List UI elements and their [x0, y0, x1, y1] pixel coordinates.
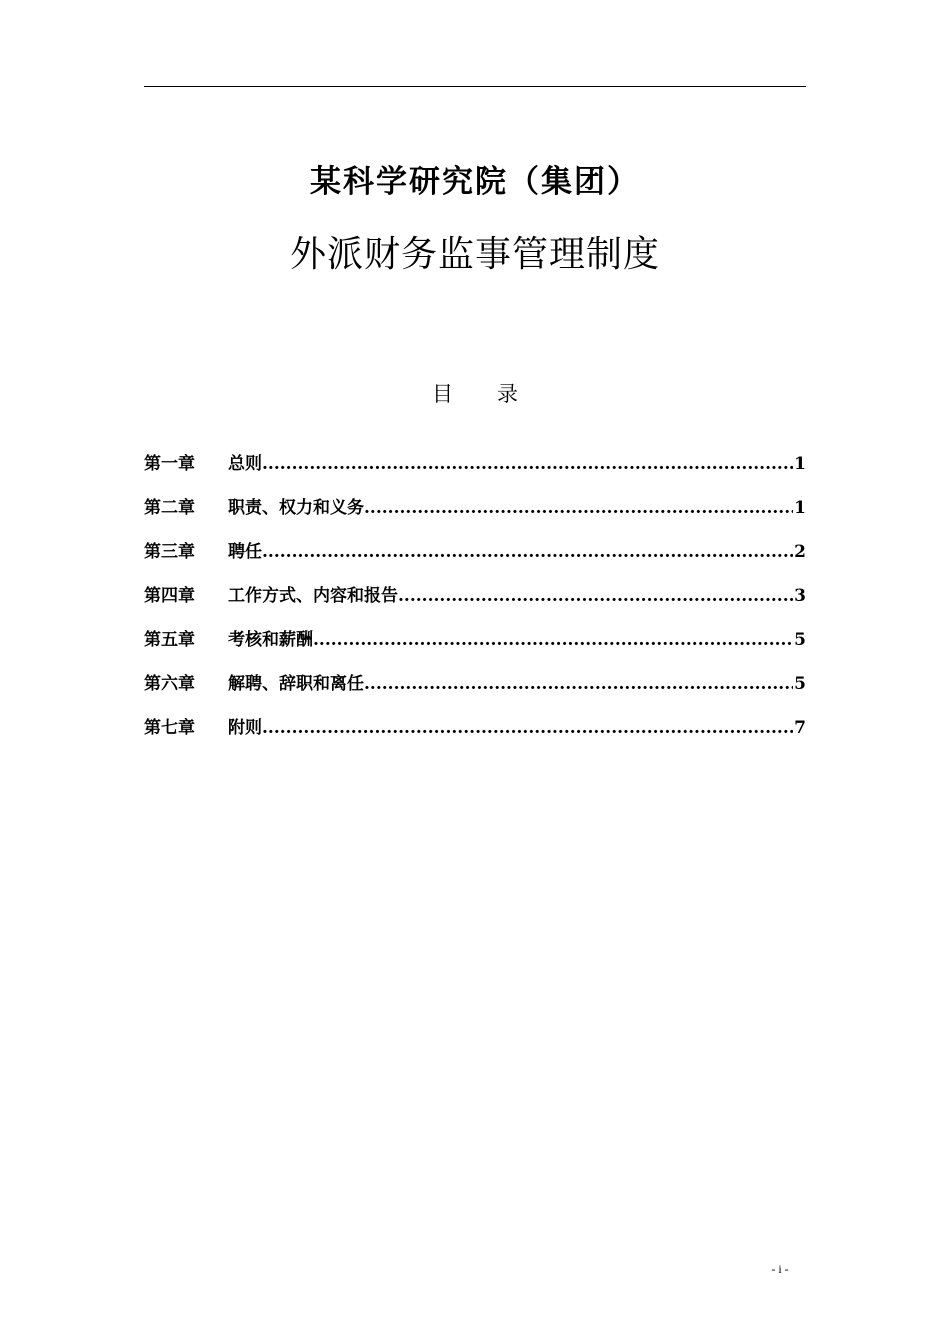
toc-page-number: 5: [794, 630, 806, 650]
toc-chapter: 第五章: [144, 630, 195, 650]
organization-title: 某科学研究院（集团）: [310, 164, 640, 200]
document-title: 外派财务监事管理制度: [289, 234, 660, 275]
toc-leader-dots: [398, 586, 793, 606]
toc-chapter: 第六章: [144, 674, 195, 694]
toc-entry[interactable]: [144, 493, 806, 537]
toc-entry[interactable]: [144, 537, 806, 581]
toc-page-number: 7: [794, 718, 806, 738]
toc-title: 考核和薪酬: [228, 630, 313, 650]
toc-page-number: 5: [794, 674, 806, 694]
toc-chapter: 第四章: [144, 586, 195, 606]
toc-chapter: 第二章: [144, 498, 195, 518]
toc-entry[interactable]: [144, 713, 806, 757]
toc-page-number: 2: [794, 542, 806, 562]
toc-title: 附则: [228, 718, 262, 738]
header-rule: [144, 86, 806, 87]
toc-entry[interactable]: [144, 581, 806, 625]
toc-leader-dots: [364, 498, 793, 518]
toc-title: 聘任: [228, 542, 262, 562]
toc-heading-left: 目: [432, 382, 453, 406]
toc-entry[interactable]: [144, 449, 806, 493]
page-number-footer: - i -: [771, 1262, 789, 1276]
toc-leader-dots: [262, 542, 793, 562]
toc-title: 工作方式、内容和报告: [228, 586, 398, 606]
toc-chapter: 第七章: [144, 718, 195, 738]
toc-title: 总则: [228, 454, 262, 474]
toc-page-number: 1: [794, 454, 806, 474]
table-of-contents: [144, 449, 806, 757]
toc-chapter: 第三章: [144, 542, 195, 562]
toc-chapter: 第一章: [144, 454, 195, 474]
toc-heading: [0, 378, 950, 408]
toc-entry[interactable]: [144, 669, 806, 713]
toc-leader-dots: [262, 718, 793, 738]
toc-entry[interactable]: [144, 625, 806, 669]
toc-leader-dots: [262, 454, 793, 474]
toc-page-number: 3: [794, 586, 806, 606]
toc-title: 解聘、辞职和离任: [228, 674, 364, 694]
toc-heading-right: 录: [497, 382, 518, 406]
toc-leader-dots: [364, 674, 793, 694]
toc-title: 职责、权力和义务: [228, 498, 364, 518]
toc-leader-dots: [313, 630, 793, 650]
toc-page-number: 1: [794, 498, 806, 518]
